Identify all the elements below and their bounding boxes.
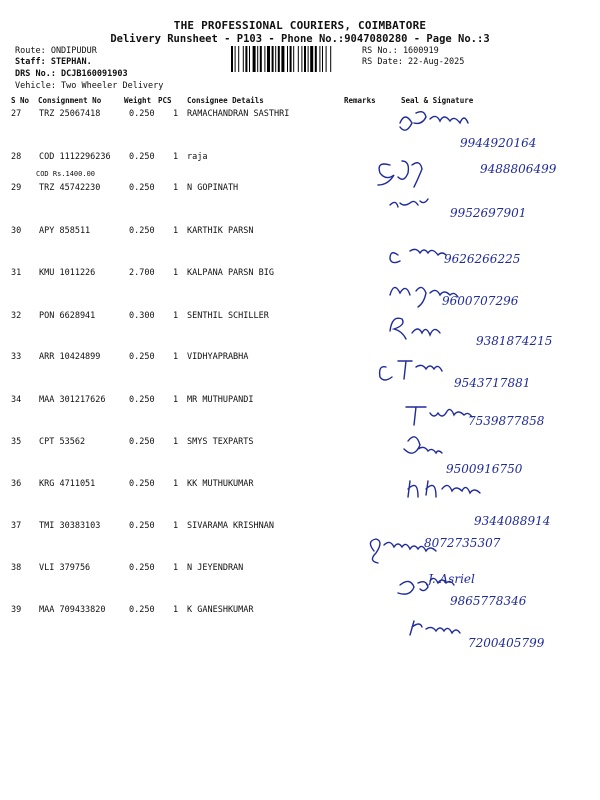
row-pcs: 1 — [173, 352, 179, 362]
row-sno: 34 — [11, 395, 22, 405]
route-label: Route: ONDIPUDUR — [15, 46, 97, 56]
staff-label: Staff: STEPHAN. — [15, 57, 92, 67]
row-weight: 0.250 — [129, 183, 155, 193]
barcode-bar — [322, 46, 323, 72]
barcode-image — [231, 46, 358, 72]
row-consignee: SENTHIL SCHILLER — [187, 311, 269, 321]
cod-amount-note: COD Rs.1400.00 — [36, 170, 96, 178]
row-weight: 2.700 — [129, 268, 155, 278]
barcode-bar — [249, 46, 250, 72]
barcode-bar — [298, 46, 299, 72]
barcode-bar — [304, 46, 306, 72]
row-consignment-no: TRZ 45742230 — [39, 183, 101, 193]
barcode-bar — [238, 46, 239, 72]
row-pcs: 1 — [173, 395, 179, 405]
signature-scribbles — [350, 105, 590, 665]
barcode-bar — [231, 46, 233, 72]
row-consignment-no: APY 858511 — [39, 226, 91, 236]
barcode-bar — [278, 46, 280, 72]
row-consignment-no: KRG 4711051 — [39, 479, 96, 489]
row-consignment-no: TMI 30383103 — [39, 521, 101, 531]
row-pcs: 1 — [173, 479, 179, 489]
rs-date: RS Date: 22-Aug-2025 — [362, 57, 465, 67]
handwritten-note: 9543717881 — [454, 376, 531, 390]
row-pcs: 1 — [173, 563, 179, 573]
row-pcs: 1 — [173, 226, 179, 236]
barcode-bar — [308, 46, 309, 72]
handwritten-note: 9865778346 — [450, 594, 527, 608]
row-consignee: N JEYENDRAN — [187, 563, 244, 573]
row-sno: 38 — [11, 563, 22, 573]
row-sno: 33 — [11, 352, 22, 362]
row-weight: 0.250 — [129, 226, 155, 236]
barcode-bar — [326, 46, 327, 72]
barcode-bar — [260, 46, 262, 72]
column-header-sno: S No — [11, 96, 30, 105]
row-consignment-no: VLI 379756 — [39, 563, 91, 573]
row-weight: 0.250 — [129, 109, 155, 119]
row-weight: 0.250 — [129, 479, 155, 489]
row-sno: 27 — [11, 109, 22, 119]
row-consignee: KK MUTHUKUMAR — [187, 479, 254, 489]
barcode-bar — [253, 46, 256, 72]
barcode-bar — [243, 46, 244, 72]
row-sno: 30 — [11, 226, 22, 236]
row-consignee: raja — [187, 152, 208, 162]
row-sno: 28 — [11, 152, 22, 162]
row-sno: 29 — [11, 183, 22, 193]
barcode-bar — [330, 46, 331, 72]
row-consignee: KARTHIK PARSN — [187, 226, 254, 236]
row-pcs: 1 — [173, 437, 179, 447]
handwritten-note: 7539877858 — [468, 414, 545, 428]
row-weight: 0.250 — [129, 152, 155, 162]
row-consignment-no: MAA 301217626 — [39, 395, 106, 405]
column-header-pcs: PCS — [158, 96, 172, 105]
row-consignment-no: MAA 709433820 — [39, 605, 106, 615]
handwritten-note: 7200405799 — [468, 636, 545, 650]
handwritten-note: 9381874215 — [476, 334, 553, 348]
row-consignment-no: ARR 10424899 — [39, 352, 101, 362]
barcode-bar — [281, 46, 284, 72]
barcode-bar — [235, 46, 236, 72]
barcode-bar — [275, 46, 276, 72]
row-pcs: 1 — [173, 152, 179, 162]
column-header-consignee: Consignee Details — [187, 96, 264, 105]
barcode-bar — [315, 46, 317, 72]
handwritten-note: 8072735307 — [424, 536, 501, 550]
vehicle-label: Vehicle: Two Wheeler Delivery — [15, 81, 164, 91]
row-consignment-no: TRZ 25067418 — [39, 109, 101, 119]
row-sno: 32 — [11, 311, 22, 321]
row-weight: 0.250 — [129, 521, 155, 531]
barcode-bar — [272, 46, 274, 72]
barcode-bar — [264, 46, 265, 72]
barcode-bar — [293, 46, 294, 72]
row-pcs: 1 — [173, 268, 179, 278]
handwritten-note: 9344088914 — [474, 514, 551, 528]
barcode-bar — [267, 46, 270, 72]
column-header-remarks: Remarks — [344, 96, 376, 105]
runsheet-title: THE PROFESSIONAL COURIERS, COIMBATORE — [173, 19, 427, 32]
barcode-bar — [301, 46, 302, 72]
handwritten-note: 9944920164 — [460, 136, 537, 150]
row-weight: 0.300 — [129, 311, 155, 321]
row-weight: 0.250 — [129, 605, 155, 615]
barcode-bar — [287, 46, 288, 72]
handwritten-note: 9500916750 — [446, 462, 523, 476]
handwritten-note: 9488806499 — [480, 162, 557, 176]
row-consignee: VIDHYAPRABHA — [187, 352, 249, 362]
barcode-bar — [245, 46, 247, 72]
row-pcs: 1 — [173, 521, 179, 531]
row-consignment-no: CPT 53562 — [39, 437, 86, 447]
row-sno: 35 — [11, 437, 22, 447]
handwritten-note: 9952697901 — [450, 206, 527, 220]
row-sno: 39 — [11, 605, 22, 615]
column-header-signature: Seal & Signature — [401, 96, 474, 105]
row-sno: 36 — [11, 479, 22, 489]
row-pcs: 1 — [173, 109, 179, 119]
barcode-bar — [319, 46, 320, 72]
runsheet-subtitle: Delivery Runsheet - P103 - Phone No.:9047080280 - Page No.:3 — [110, 33, 490, 45]
row-weight: 0.250 — [129, 437, 155, 447]
barcode-bar — [310, 46, 313, 72]
row-weight: 0.250 — [129, 563, 155, 573]
row-consignee: MR MUTHUPANDI — [187, 395, 254, 405]
row-weight: 0.250 — [129, 395, 155, 405]
column-header-consignment: Consignment No — [38, 96, 102, 105]
row-weight: 0.250 — [129, 352, 155, 362]
row-consignment-no: COD 1112296236 — [39, 152, 111, 162]
handwritten-note: 9600707296 — [442, 294, 519, 308]
handwritten-note: J. Asriel — [428, 572, 475, 586]
row-consignment-no: PON 6628941 — [39, 311, 96, 321]
row-consignee: KALPANA PARSN BIG — [187, 268, 274, 278]
barcode-bar — [290, 46, 292, 72]
row-consignee: SIVARAMA KRISHNAN — [187, 521, 274, 531]
rs-number: RS No.: 1600919 — [362, 46, 439, 56]
row-consignment-no: KMU 1011226 — [39, 268, 96, 278]
drs-label: DRS No.: DCJB160091903 — [15, 69, 128, 79]
row-consignee: K GANESHKUMAR — [187, 605, 254, 615]
column-header-weight: Weight — [124, 96, 152, 105]
handwritten-note: 9626266225 — [444, 252, 521, 266]
row-consignee: RAMACHANDRAN SASTHRI — [187, 109, 290, 119]
row-consignee: N GOPINATH — [187, 183, 239, 193]
row-sno: 37 — [11, 521, 22, 531]
row-pcs: 1 — [173, 605, 179, 615]
row-sno: 31 — [11, 268, 22, 278]
barcode-bar — [257, 46, 258, 72]
row-pcs: 1 — [173, 311, 179, 321]
row-consignee: SMYS TEXPARTS — [187, 437, 254, 447]
row-pcs: 1 — [173, 183, 179, 193]
